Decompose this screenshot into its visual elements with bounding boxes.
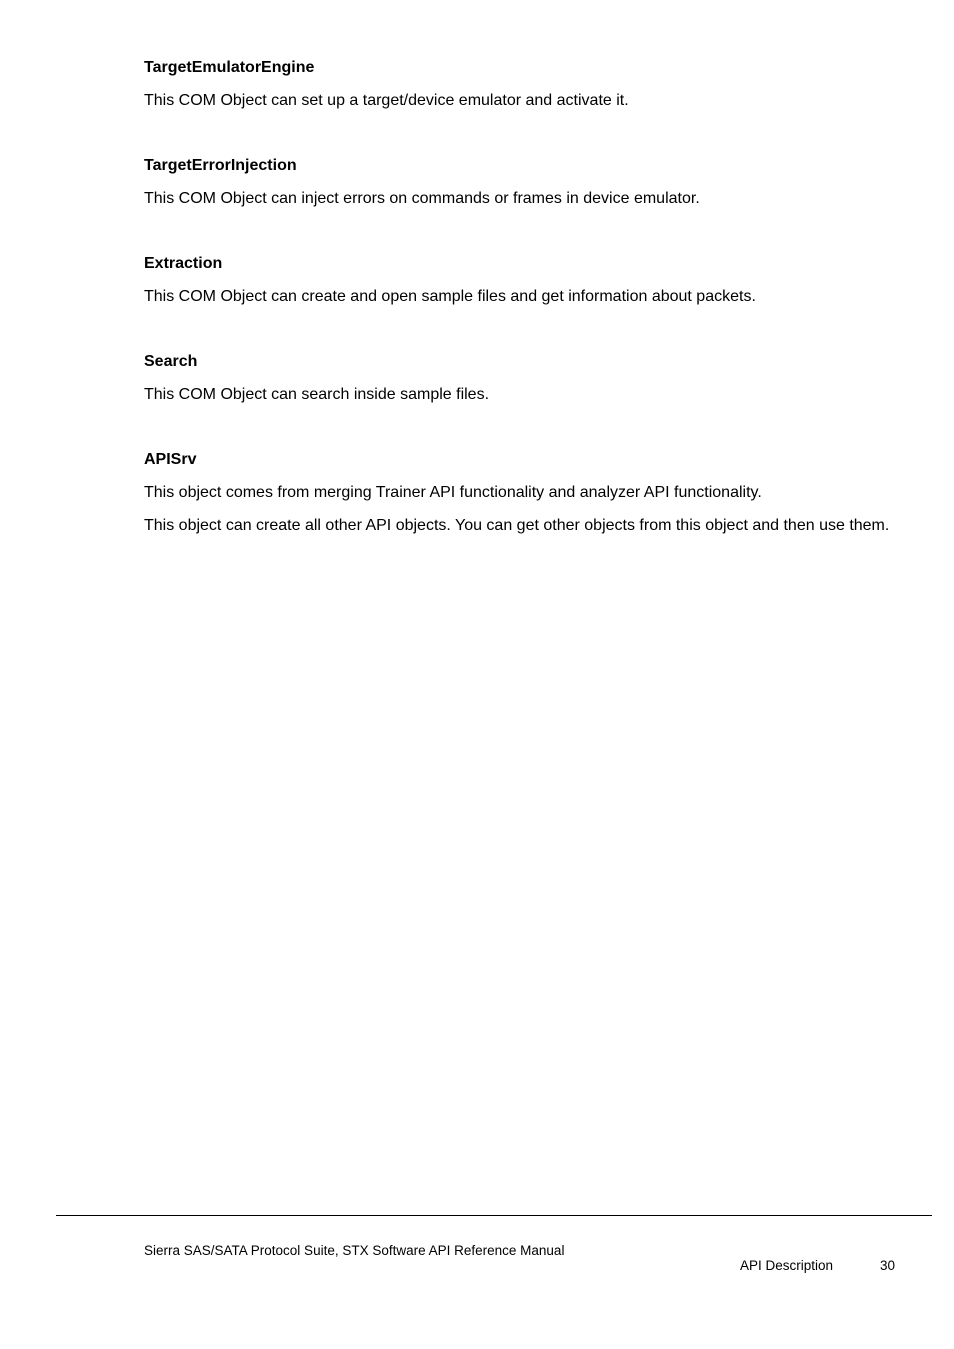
section-paragraph: This object can create all other API objects. You can get other objects from this object and then use them.: [144, 517, 890, 534]
footer-manual-title: Sierra SAS/SATA Protocol Suite, STX Software API Reference Manual: [144, 1243, 565, 1258]
footer-section-name: API Description: [740, 1258, 834, 1273]
section-heading: Search: [144, 353, 198, 370]
document-body: [144, 56, 896, 579]
section-apisrv: [144, 448, 896, 537]
section-heading: APISrv: [144, 451, 197, 468]
section-paragraph: This COM Object can create and open sample files and get information about packets.: [144, 288, 756, 305]
section-paragraph: This COM Object can inject errors on commands or frames in device emulator.: [144, 190, 700, 207]
section-search: [144, 350, 896, 406]
section-heading: TargetErrorInjection: [144, 157, 297, 174]
footer-page-number: 30: [880, 1258, 896, 1273]
section-target-error-injection: [144, 154, 896, 210]
section-heading: TargetEmulatorEngine: [144, 59, 315, 76]
section-paragraph: This COM Object can set up a target/device emulator and activate it.: [144, 92, 629, 109]
section-target-emulator-engine: [144, 56, 896, 112]
section-extraction: [144, 252, 896, 308]
section-heading: Extraction: [144, 255, 223, 272]
section-paragraph: This COM Object can search inside sample files.: [144, 386, 490, 403]
section-paragraph: This object comes from merging Trainer API functionality and analyzer API functionality.: [144, 484, 762, 501]
footer-divider: [56, 1215, 932, 1216]
